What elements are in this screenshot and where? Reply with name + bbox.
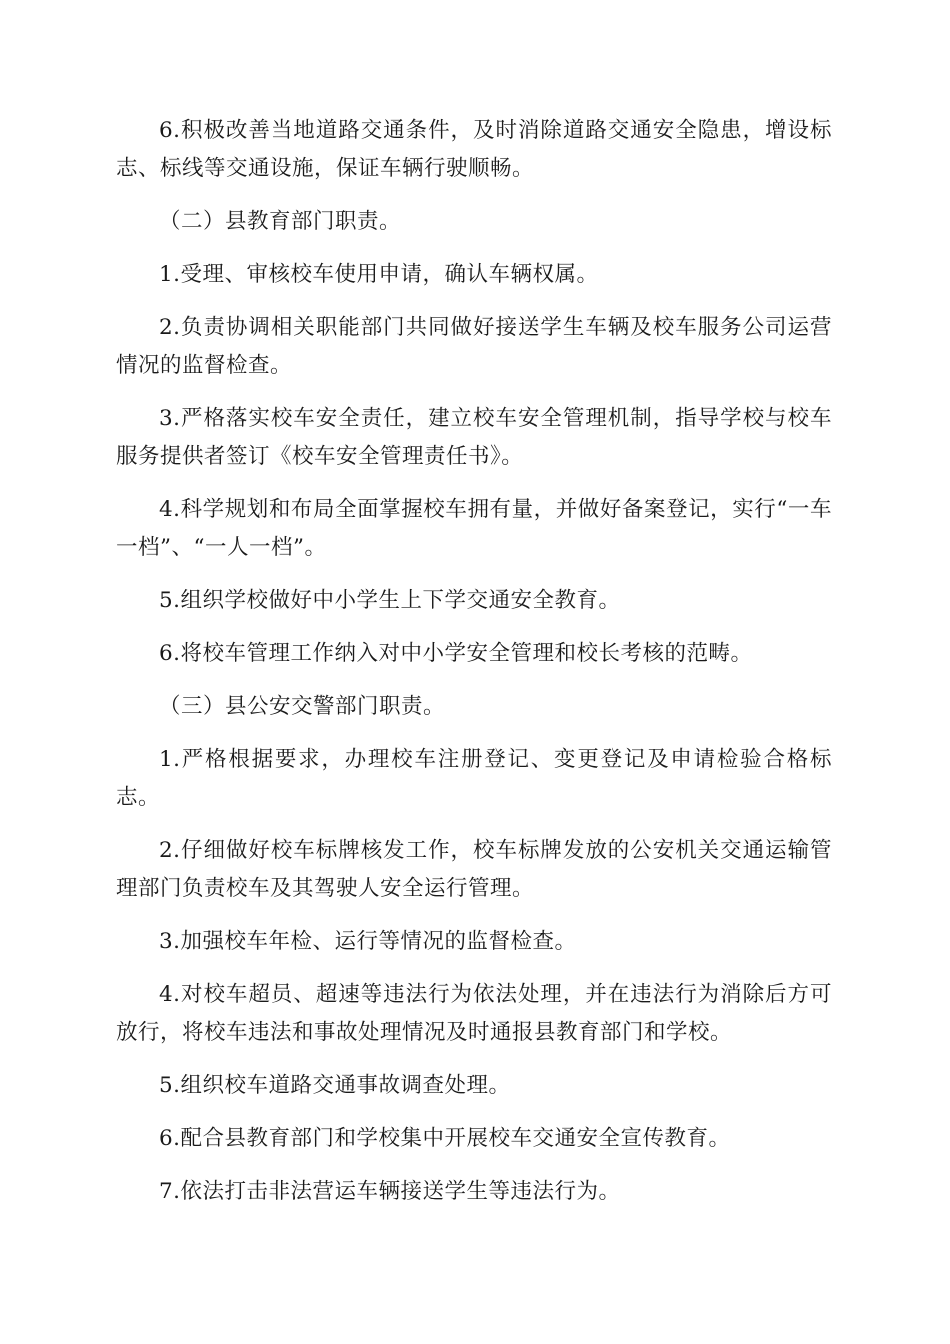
paragraph-police-item-6: 6.配合县教育部门和学校集中开展校车交通安全宣传教育。 <box>159 1126 731 1151</box>
paragraph-police-item-5: 5.组织校车道路交通事故调查处理。 <box>159 1073 511 1098</box>
paragraph-edu-item-5: 5.组织学校做好中小学生上下学交通安全教育。 <box>159 588 621 613</box>
paragraph-edu-item-3: 3.严格落实校车安全责任，建立校车安全管理机制，指导学校与校车服务提供者签订《校车安全管理责任书》。 <box>116 406 832 469</box>
paragraph-edu-item-4: 4.科学规划和布局全面掌握校车拥有量，并做好备案登记，实行“一车一档”、“一人一档”。 <box>116 497 832 560</box>
paragraph-police-item-1: 1.严格根据要求，办理校车注册登记、变更登记及申请检验合格标志。 <box>116 747 832 810</box>
paragraph-police-item-2: 2.仔细做好校车标牌核发工作，校车标牌发放的公安机关交通运输管理部门负责校车及其驾驶人安全运行管理。 <box>116 838 832 901</box>
paragraph-police-item-4: 4.对校车超员、超速等违法行为依法处理，并在违法行为消除后方可放行，将校车违法和事故处理情况及时通报县教育部门和学校。 <box>116 982 832 1045</box>
paragraph-edu-item-1: 1.受理、审核校车使用申请，确认车辆权属。 <box>159 262 599 287</box>
paragraph-edu-item-6: 6.将校车管理工作纳入对中小学安全管理和校长考核的范畴。 <box>159 641 753 666</box>
document-body <box>116 112 832 1226</box>
paragraph-police-item-7: 7.依法打击非法营运车辆接送学生等违法行为。 <box>159 1179 621 1204</box>
section-heading-education-dept: （二）县教育部门职责。 <box>159 209 402 234</box>
paragraph-police-item-3: 3.加强校车年检、运行等情况的监督检查。 <box>159 929 577 954</box>
section-heading-traffic-police: （三）县公安交警部门职责。 <box>159 694 446 719</box>
paragraph-edu-item-2: 2.负责协调相关职能部门共同做好接送学生车辆及校车服务公司运营情况的监督检查。 <box>116 315 832 378</box>
paragraph-item-6-road-conditions: 6.积极改善当地道路交通条件，及时消除道路交通安全隐患，增设标志、标线等交通设施，保证车辆行驶顺畅。 <box>116 118 832 181</box>
